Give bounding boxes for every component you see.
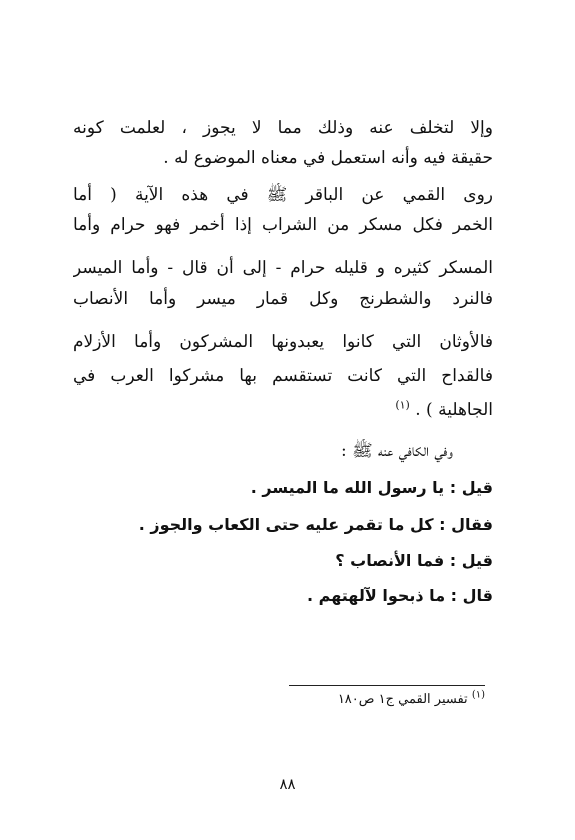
footnote-divider <box>289 685 485 686</box>
body-line-3: روى القمي عن الباقر ﷺ في هذه الآية ( أما <box>73 185 493 205</box>
body-line-1: وإلا لتخلف عنه وذلك مما لا يجوز ، لعلمت كونه <box>73 118 493 138</box>
body-line-8: فالقداح التي كانت تستقسم بها مشركوا العرب في <box>73 366 493 386</box>
body-line-2: حقيقة فيه وأنه استعمل في معناه الموضوع له . <box>163 148 493 168</box>
footnote-reference: (١) <box>395 398 410 412</box>
body-line-9-text: الجاهلية ) . <box>415 400 493 420</box>
footnote <box>338 690 485 710</box>
body-line-7: فالأوثان التي كانوا يعبدونها المشركون وأما الأزلام <box>73 332 493 352</box>
body-line-9 <box>73 398 493 424</box>
dialogue-answer-1: فقال : كل ما تقمر عليه حتى الكعاب والجوز . <box>138 515 493 534</box>
body-line-6: فالنرد والشطرنج وكل قمار ميسر وأما الأنصاب <box>73 289 493 309</box>
dialogue-answer-2: قال : ما ذبحوا لآلهتهم . <box>307 586 493 605</box>
dialogue-question-2: قيل : فما الأنصاب ؟ <box>335 551 493 570</box>
body-line-5: المسكر كثيره و قليله حرام - إلى أن قال - وأما الميسر <box>73 258 493 278</box>
body-line-4: الخمر فكل مسكر من الشراب إذا أخمر فهو حرام وأما <box>73 215 493 235</box>
dialogue-intro: وفي الكافي عنه ﷺ : <box>340 441 453 461</box>
dialogue-question-1: قيل : يا رسول الله ما الميسر . <box>250 478 493 497</box>
footnote-text: تفسير القمي ج١ ص١٨٠ <box>337 692 468 707</box>
footnote-mark: (١) <box>471 689 485 701</box>
page-number: ٨٨ <box>279 775 296 793</box>
